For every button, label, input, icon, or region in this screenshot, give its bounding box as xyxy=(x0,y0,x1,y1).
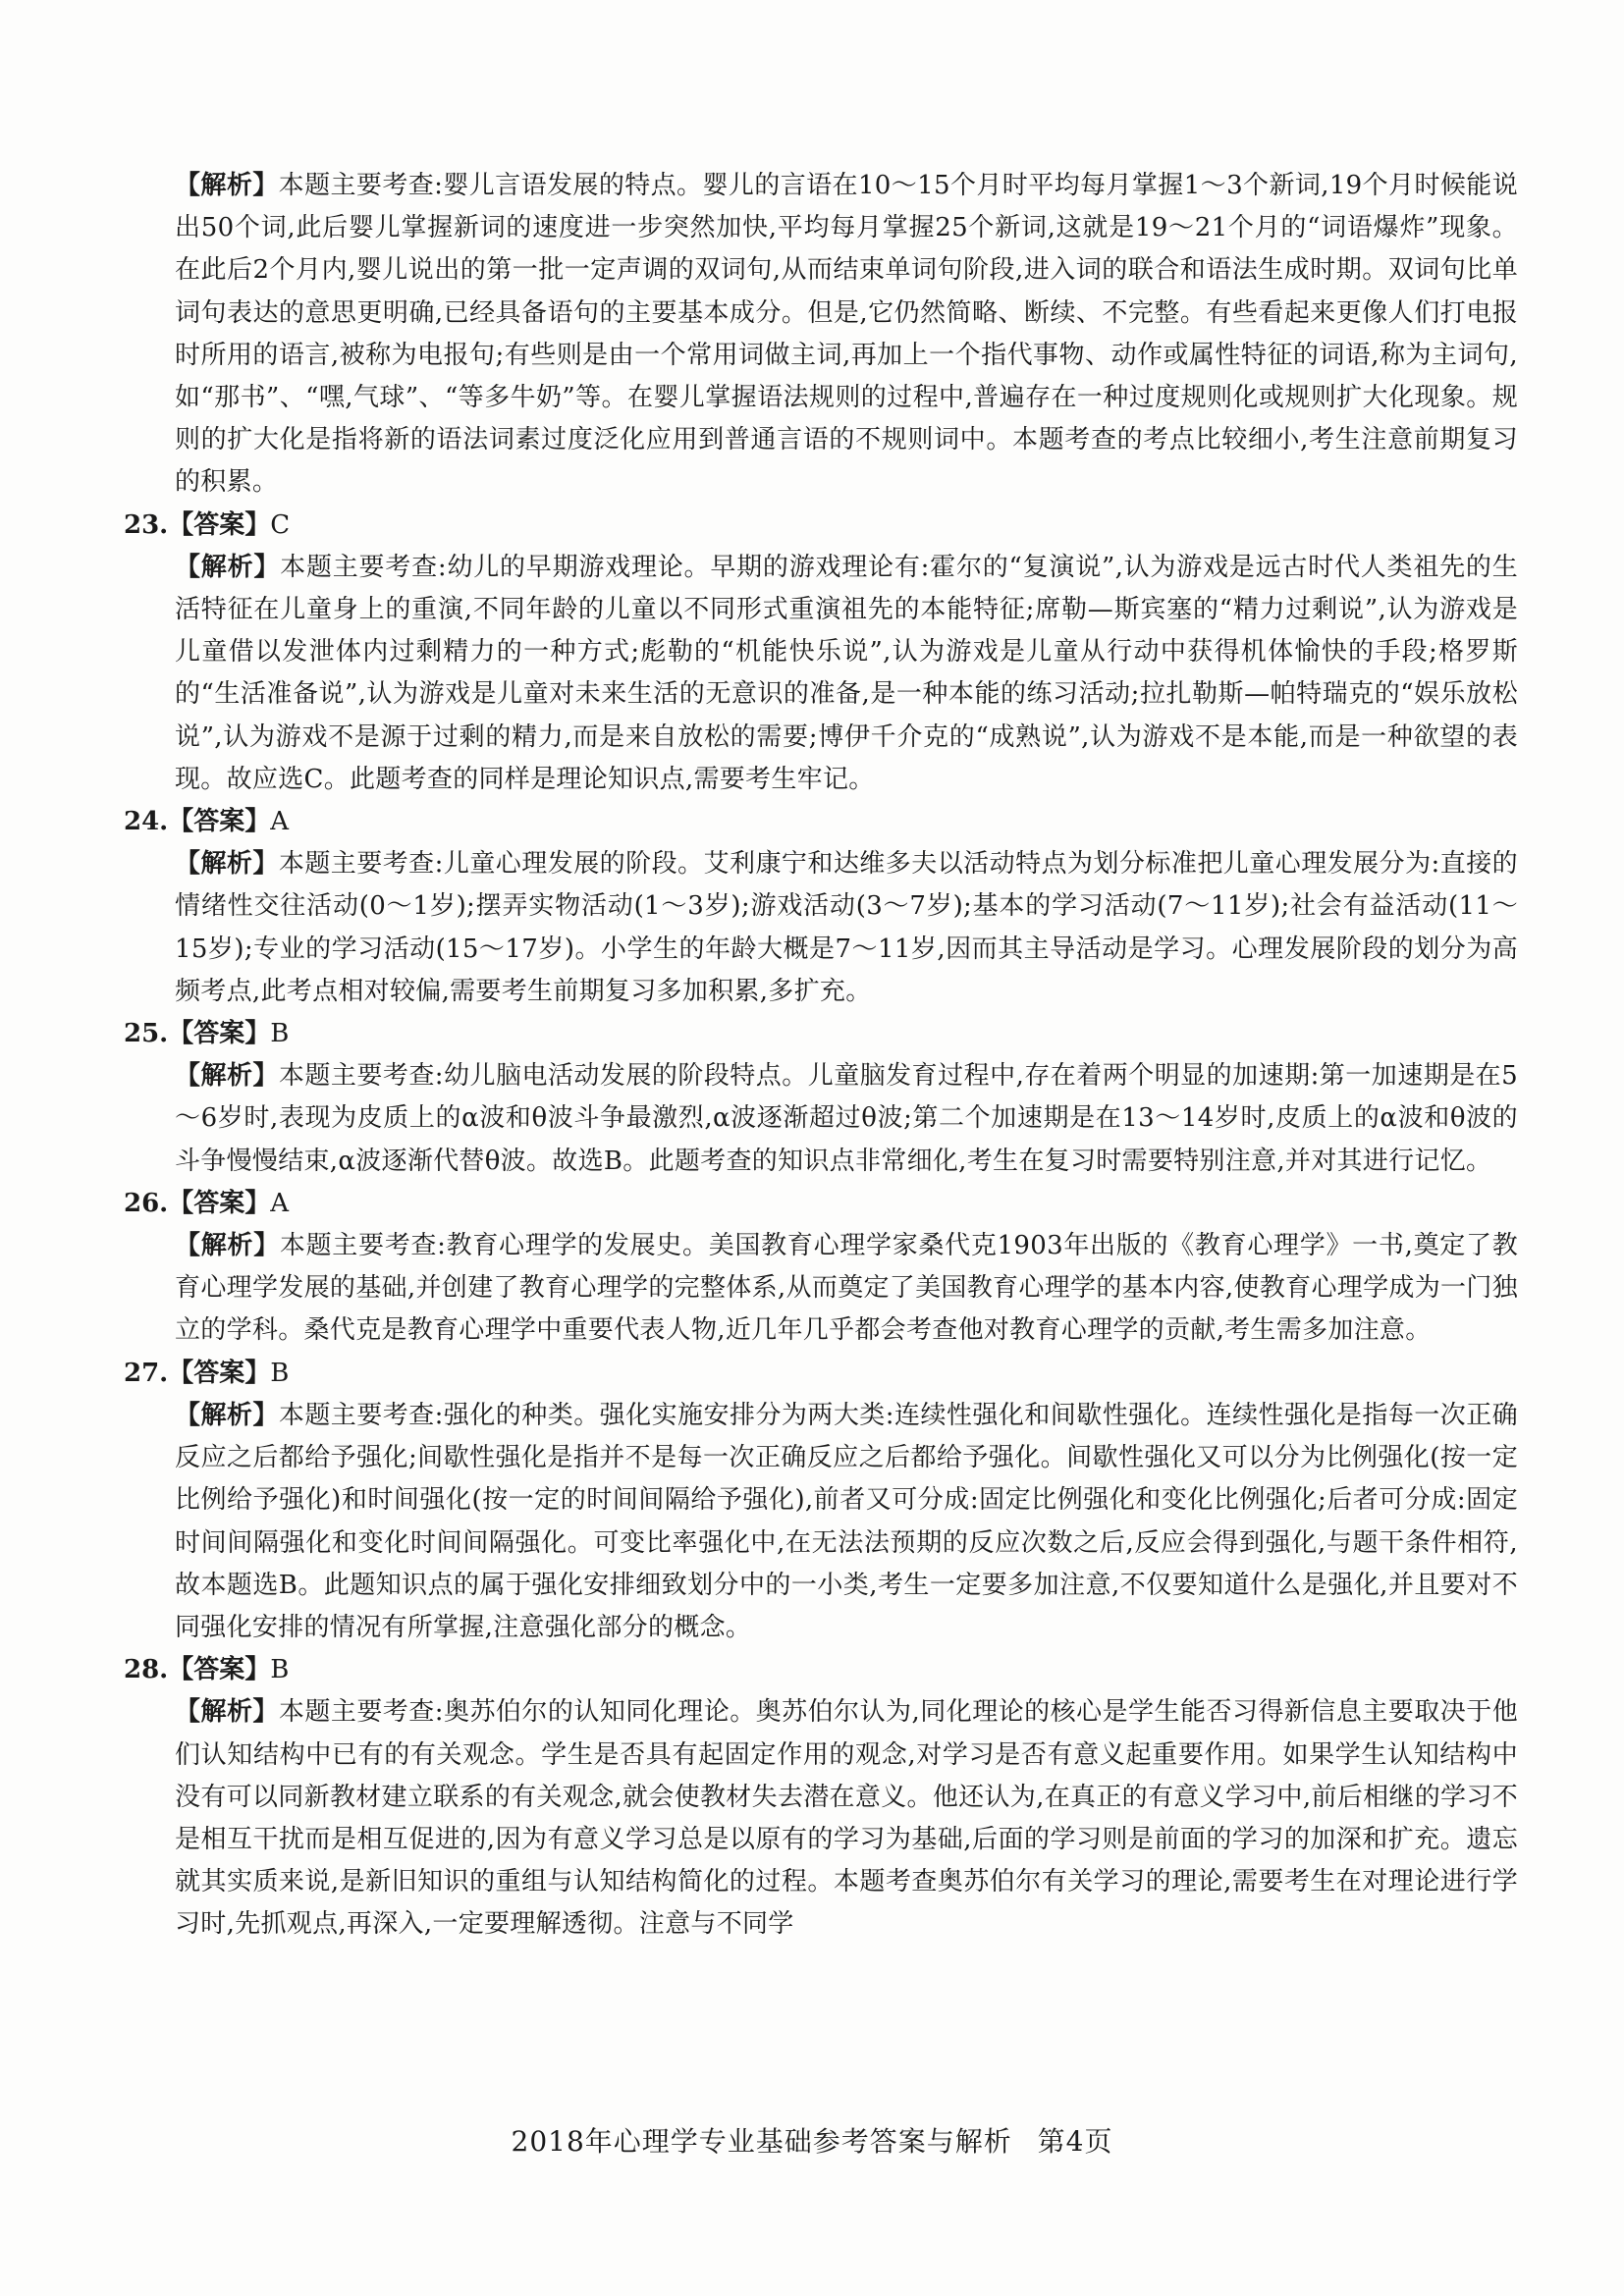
footer-title: 2018年心理学专业基础参考答案与解析 xyxy=(511,2125,1012,2158)
analysis-text: 本题主要考查:奥苏伯尔的认知同化理论。奥苏伯尔认为,同化理论的核心是学生能否习得新信息主要取决于他们认知结构中已有的有关观念。学生是否具有起固定作用的观念,对学习是否有意义起重要作用。如果学生认知结构中没有可以同新教材建立联系的有关观念,就会使教材失去潜在意义。他还认为,在真正的有意义学习中,前后相继的学习不是相互干扰而是相互促进的,因为有意义学习总是以原有的学习为基础,后面的学习则是前面的学习的加深和扩充。遗忘就其实质来说,是新旧知识的重组与认知结构简化的过程。本题考查奥苏伯尔有关学习的理论,需要考生在对理论进行学习时,先抓观点,再深入,一定要理解透彻。注意与不同学 xyxy=(175,1697,1518,1940)
page-content xyxy=(124,165,1518,1947)
answer-line xyxy=(124,801,1518,843)
answer-label: 【答案】 xyxy=(168,509,271,540)
question-number: 26. xyxy=(124,1188,169,1218)
analysis-label: 【解析】 xyxy=(175,1061,279,1092)
analysis-paragraph xyxy=(124,1225,1518,1353)
analysis-text: 本题主要考查:幼儿脑电活动发展的阶段特点。儿童脑发育过程中,存在着两个明显的加速期:第一加速期是在5～6岁时,表现为皮质上的α波和θ波斗争最激烈,α波逐渐超过θ波;第二个加速期是在13～14岁时,皮质上的α波和θ波的斗争慢慢结束,α波逐渐代替θ波。故选B。此题考查的知识点非常细化,考生在复习时需要特别注意,并对其进行记忆。 xyxy=(175,1061,1519,1176)
analysis-label: 【解析】 xyxy=(175,849,279,880)
analysis-text: 本题主要考查:儿童心理发展的阶段。艾利康宁和达维多夫以活动特点为划分标准把儿童心理发展分为:直接的情绪性交往活动(0～1岁);摆弄实物活动(1～3岁);游戏活动(3～7岁);基本的学习活动(7～11岁);社会有益活动(11～15岁);专业的学习活动(15～17岁)。小学生的年龄大概是7～11岁,因而其主导活动是学习。心理发展阶段的划分为高频考点,此考点相对较偏,需要考生前期复习多加积累,多扩充。 xyxy=(175,849,1518,1006)
question-number: 28. xyxy=(124,1655,169,1685)
question-number: 24. xyxy=(124,807,169,837)
answer-value: C xyxy=(270,509,291,540)
answer-value: A xyxy=(270,1188,290,1218)
page-number: 第4页 xyxy=(1037,2125,1113,2158)
answer-line xyxy=(124,1013,1518,1055)
question-number: 27. xyxy=(124,1358,169,1388)
answer-value: A xyxy=(270,807,290,837)
answer-label: 【答案】 xyxy=(168,1188,271,1218)
answer-item-23 xyxy=(124,505,1518,801)
analysis-paragraph xyxy=(124,1055,1518,1183)
answer-label: 【答案】 xyxy=(168,807,271,837)
analysis-paragraph xyxy=(124,1691,1518,1946)
intro-analysis-paragraph xyxy=(124,165,1518,505)
analysis-text: 本题主要考查:婴儿言语发展的特点。婴儿的言语在10～15个月时平均每月掌握1～3个新词,19个月时候能说出50个词,此后婴儿掌握新词的速度进一步突然加快,平均每月掌握25个新词,这就是19～21个月的“词语爆炸”现象。在此后2个月内,婴儿说出的第一批一定声调的双词句,从而结束单词句阶段,进入词的联合和语法生成时期。双词句比单词句表达的意思更明确,已经具备语句的主要基本成分。但是,它仍然简略、断续、不完整。有些看起来更像人们打电报时所用的语言,被称为电报句;有些则是由一个常用词做主词,再加上一个指代事物、动作或属性特征的词语,称为主词句,如“那书”、“嘿,气球”、“等多牛奶”等。在婴儿掌握语法规则的过程中,普遍存在一种过度规则化或规则扩大化现象。规则的扩大化是指将新的语法词素过度泛化应用到普通言语的不规则词中。本题考查的考点比较细小,考生注意前期复习的积累。 xyxy=(175,171,1519,498)
analysis-paragraph xyxy=(124,1395,1518,1649)
analysis-label: 【解析】 xyxy=(175,171,279,200)
answer-item-27 xyxy=(124,1353,1518,1649)
analysis-text: 本题主要考查:教育心理学的发展史。美国教育心理学家桑代克1903年出版的《教育心理学》一书,奠定了教育心理学发展的基础,并创建了教育心理学的完整体系,从而奠定了美国教育心理学的基本内容,使教育心理学成为一门独立的学科。桑代克是教育心理学中重要代表人物,近几年几乎都会考查他对教育心理学的贡献,考生需多加注意。 xyxy=(175,1231,1518,1346)
analysis-label: 【解析】 xyxy=(175,552,281,582)
answer-line xyxy=(124,1353,1518,1395)
analysis-paragraph xyxy=(124,547,1518,801)
answer-label: 【答案】 xyxy=(168,1358,271,1388)
analysis-label: 【解析】 xyxy=(175,1231,280,1261)
answer-item-26 xyxy=(124,1183,1518,1353)
answer-line xyxy=(124,1649,1518,1691)
answer-line xyxy=(124,505,1518,547)
answer-label: 【答案】 xyxy=(168,1655,271,1685)
answer-label: 【答案】 xyxy=(168,1019,271,1049)
question-number: 23. xyxy=(124,509,169,540)
answer-value: B xyxy=(270,1019,290,1049)
analysis-text: 本题主要考查:强化的种类。强化实施安排分为两大类:连续性强化和间歇性强化。连续性强化是指每一次正确反应之后都给予强化;间歇性强化是指并不是每一次正确反应之后都给予强化。间歇性强化又可以分为比例强化(按一定比例给予强化)和时间强化(按一定的时间间隔给予强化),前者又可分成:固定比例强化和变化比例强化;后者可分成:固定时间间隔强化和变化时间间隔强化。可变比率强化中,在无法法预期的反应次数之后,反应会得到强化,与题干条件相符,故本题选B。此题知识点的属于强化安排细致划分中的一小类,考生一定要多加注意,不仅要知道什么是强化,并且要对不同强化安排的情况有所掌握,注意强化部分的概念。 xyxy=(175,1400,1518,1642)
answer-item-24 xyxy=(124,801,1518,1013)
analysis-text: 本题主要考查:幼儿的早期游戏理论。早期的游戏理论有:霍尔的“复演说”,认为游戏是远古时代人类祖先的生活特征在儿童身上的重演,不同年龄的儿童以不同形式重演祖先的本能特征;席勒—斯宾塞的“精力过剩说”,认为游戏是儿童借以发泄体内过剩精力的一种方式;彪勒的“机能快乐说”,认为游戏是儿童从行动中获得机体愉快的手段;格罗斯的“生活准备说”,认为游戏是儿童对未来生活的无意识的准备,是一种本能的练习活动;拉扎勒斯—帕特瑞克的“娱乐放松说”,认为游戏不是源于过剩的精力,而是来自放松的需要;博伊千介克的“成熟说”,认为游戏不是本能,而是一种欲望的表现。故应选C。此题考查的同样是理论知识点,需要考生牢记。 xyxy=(175,552,1518,794)
page-footer xyxy=(0,2120,1624,2160)
answer-line xyxy=(124,1183,1518,1225)
analysis-label: 【解析】 xyxy=(175,1400,279,1430)
analysis-paragraph xyxy=(124,843,1518,1013)
answer-item-28 xyxy=(124,1649,1518,1946)
answer-value: B xyxy=(270,1655,290,1685)
answer-item-25 xyxy=(124,1013,1518,1183)
analysis-label: 【解析】 xyxy=(175,1697,279,1728)
answer-value: B xyxy=(270,1358,290,1388)
question-number: 25. xyxy=(124,1019,169,1049)
